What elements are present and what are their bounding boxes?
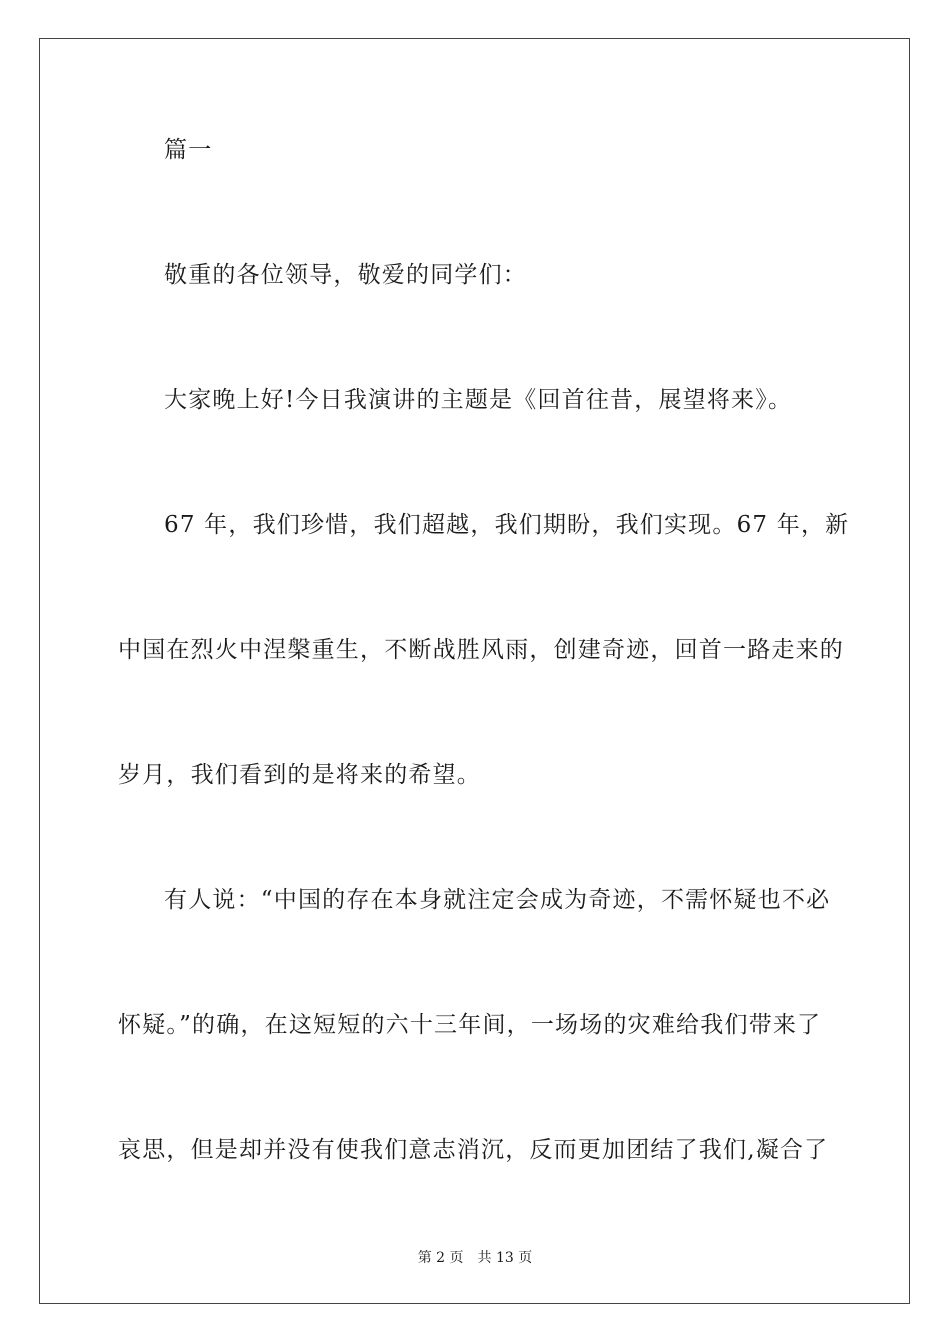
paragraph-line: 哀思，但是却并没有使我们意志消沉，反而更加团结了我们,凝合了 [118,1137,829,1163]
page-footer [0,1247,950,1267]
total-pages: 共 13 页 [477,1250,533,1266]
paragraph-line: 岁月，我们看到的是将来的希望。 [118,762,481,788]
salutation-line: 敬重的各位领导，敬爱的同学们： [164,262,527,288]
paragraph-line: 大家晚上好!今日我演讲的主题是《回首往昔，展望将来》。 [164,387,793,413]
paragraph-line: 有人说：“中国的存在本身就注定会成为奇迹，不需怀疑也不必 [164,887,831,913]
paragraph-line: 怀疑。”的确，在这短短的六十三年间，一场场的灾难给我们带来了 [118,1012,822,1038]
page-number: 第 2 页 [417,1250,464,1266]
page-border [39,38,910,1304]
paragraph-line: 67 年，我们珍惜，我们超越，我们期盼，我们实现。67 年，新 [164,512,850,538]
paragraph-line: 中国在烈火中涅槃重生，不断战胜风雨，创建奇迹，回首一路走来的 [118,637,844,663]
section-heading: 篇一 [164,137,213,163]
